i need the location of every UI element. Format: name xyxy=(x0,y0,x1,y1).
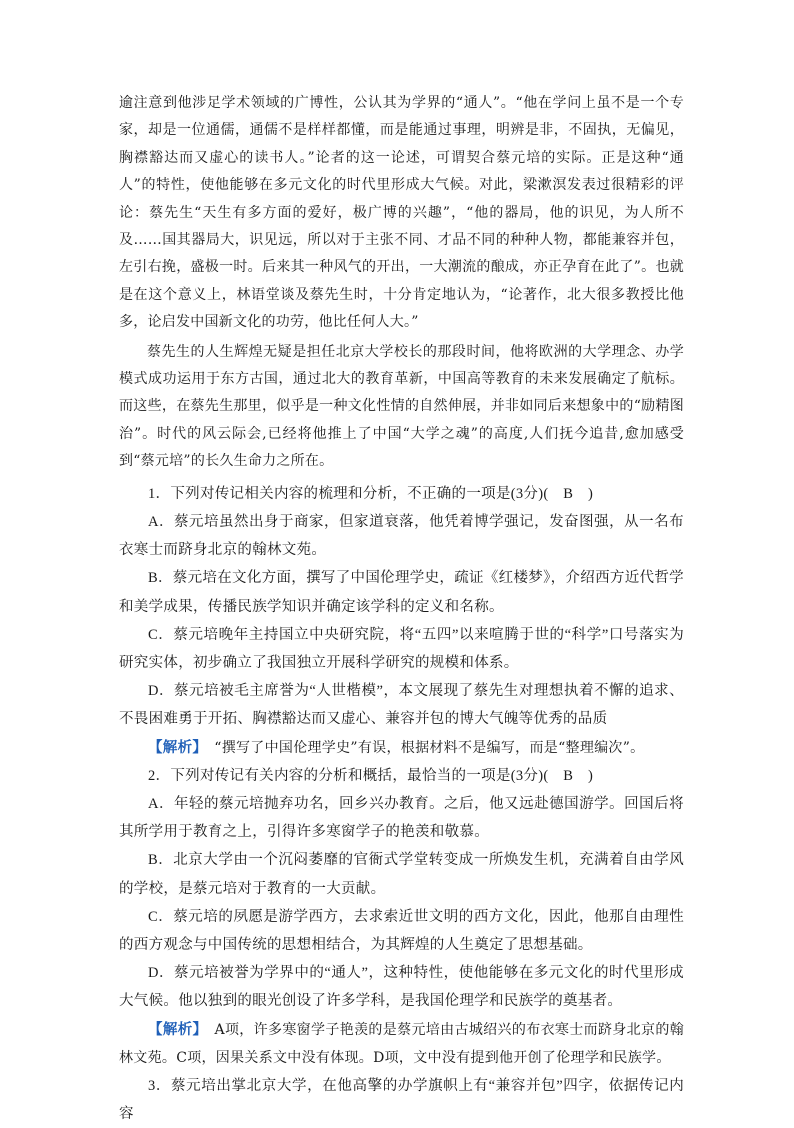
analysis-tag: 【解析】 xyxy=(148,1021,201,1038)
question-2-stem: 2．下列对传记有关内容的分析和概括，最恰当的一项是(3分)( B ) xyxy=(148,767,594,784)
analysis-tag: 【解析】 xyxy=(148,739,200,756)
document-page xyxy=(119,90,684,1128)
analysis-text: “撰写了中国伦理学史”有误，根据材料不是编写，而是“整理编次”。 xyxy=(199,739,645,756)
analysis-text: A项，许多寒窗学子艳羡的是蔡元培由古城绍兴的布衣寒士而跻身北京的翰林文苑。C项，因果关系文中没有体现。D项，文中没有提到他开创了伦理学和民族学。 xyxy=(119,1021,684,1066)
question-1-option-b: B．蔡元培在文化方面，撰写了中国伦理学史，疏证《红楼梦》，介绍西方近代哲学和美学成果，传播民族学知识并确定该学科的定义和名称。 xyxy=(119,570,684,615)
question-2-option-b: B．北京大学由一个沉闷萎靡的官衙式学堂转变成一所焕发生机，充满着自由学风的学校，是蔡元培对于教育的一大贡献。 xyxy=(119,852,684,897)
question-2-option-a: A．年轻的蔡元培抛弃功名，回乡兴办教育。之后，他又远赴德国游学。回国后将其所学用于教育之上，引得许多寒窗学子的艳羡和敬慕。 xyxy=(119,795,684,841)
question-1-option-a: A．蔡元培虽然出身于商家，但家道衰落，他凭着博学强记，发奋图强，从一名布衣寒士而跻身北京的翰林文苑。 xyxy=(119,513,684,559)
question-1-option-d: D．蔡元培被毛主席誉为“人世楷模”，本文展现了蔡先生对理想执着不懈的追求、不畏困难勇于开拓、胸襟豁达而又虚心、兼容并包的博大气魄等优秀的品质 xyxy=(119,683,684,728)
question-1-analysis xyxy=(119,734,684,762)
question-2-option-c: C．蔡元培的夙愿是游学西方，去求索近世文明的西方文化，因此，他那自由理性的西方观念与中国传统的思想相结合，为其辉煌的人生奠定了思想基础。 xyxy=(119,908,684,953)
question-2-analysis xyxy=(119,1016,684,1072)
question-3-stem: 3．蔡元培出掌北京大学，在他高擎的办学旗帜上有“兼容并包”四字，依据传记内容 xyxy=(119,1077,684,1123)
question-1-option-c: C．蔡元培晚年主持国立中央研究院，将“五四”以来喧腾于世的“科学”口号落实为研究实体，初步确立了我国独立开展科学研究的规模和体系。 xyxy=(119,626,684,671)
question-2-option-d: D．蔡元培被誉为学界中的“通人”，这种特性，使他能够在多元文化的时代里形成大气候。他以独到的眼光创设了许多学科，是我国伦理学和民族学的奠基者。 xyxy=(119,965,684,1010)
question-1-stem: 1．下列对传记相关内容的梳理和分析，不正确的一项是(3分)( B ) xyxy=(148,485,594,502)
passage-paragraph-2: 蔡先生的人生辉煌无疑是担任北京大学校长的那段时间，他将欧洲的大学理念、办学模式成功运用于东方古国，通过北大的教育革新，中国高等教育的未来发展确定了航标。而这些，在蔡先生那里，似乎是一种文化性情的自然伸展，并非如同后来想象中的“励精图治”。时代的风云际会,已经将他推上了中国“大学之魂”的高度,人们抚今追昔,愈加感受到“蔡元培”的长久生命力之所在。 xyxy=(119,343,684,470)
passage-paragraph-1: 逾注意到他涉足学术领域的广博性，公认其为学界的“通人”。“他在学问上虽不是一个专家，却是一位通儒，通儒不是样样都懂，而是能通过事理，明辨是非，不固执，无偏见，胸襟豁达而又虚心的读书人。”论者的这一论述，可谓契合蔡元培的实际。正是这种“通人”的特性，使他能够在多元文化的时代里形成大气候。对此，梁漱溟发表过很精彩的评论：蔡先生“天生有多方面的爱好，极广博的兴趣”，“他的器局，他的识见，为人所不及……国其器局大，识见远，所以对于主张不同、才品不同的种种人物，都能兼容并包，左引右挽，盛极一时。后来其一种风气的开出，一大潮流的酿成，亦正孕育在此了”。也就是在这个意义上，林语堂谈及蔡先生时，十分肯定地认为，“论著作，北大很多教授比他多，论启发中国新文化的功劳，他比任何人大。” xyxy=(119,95,684,331)
